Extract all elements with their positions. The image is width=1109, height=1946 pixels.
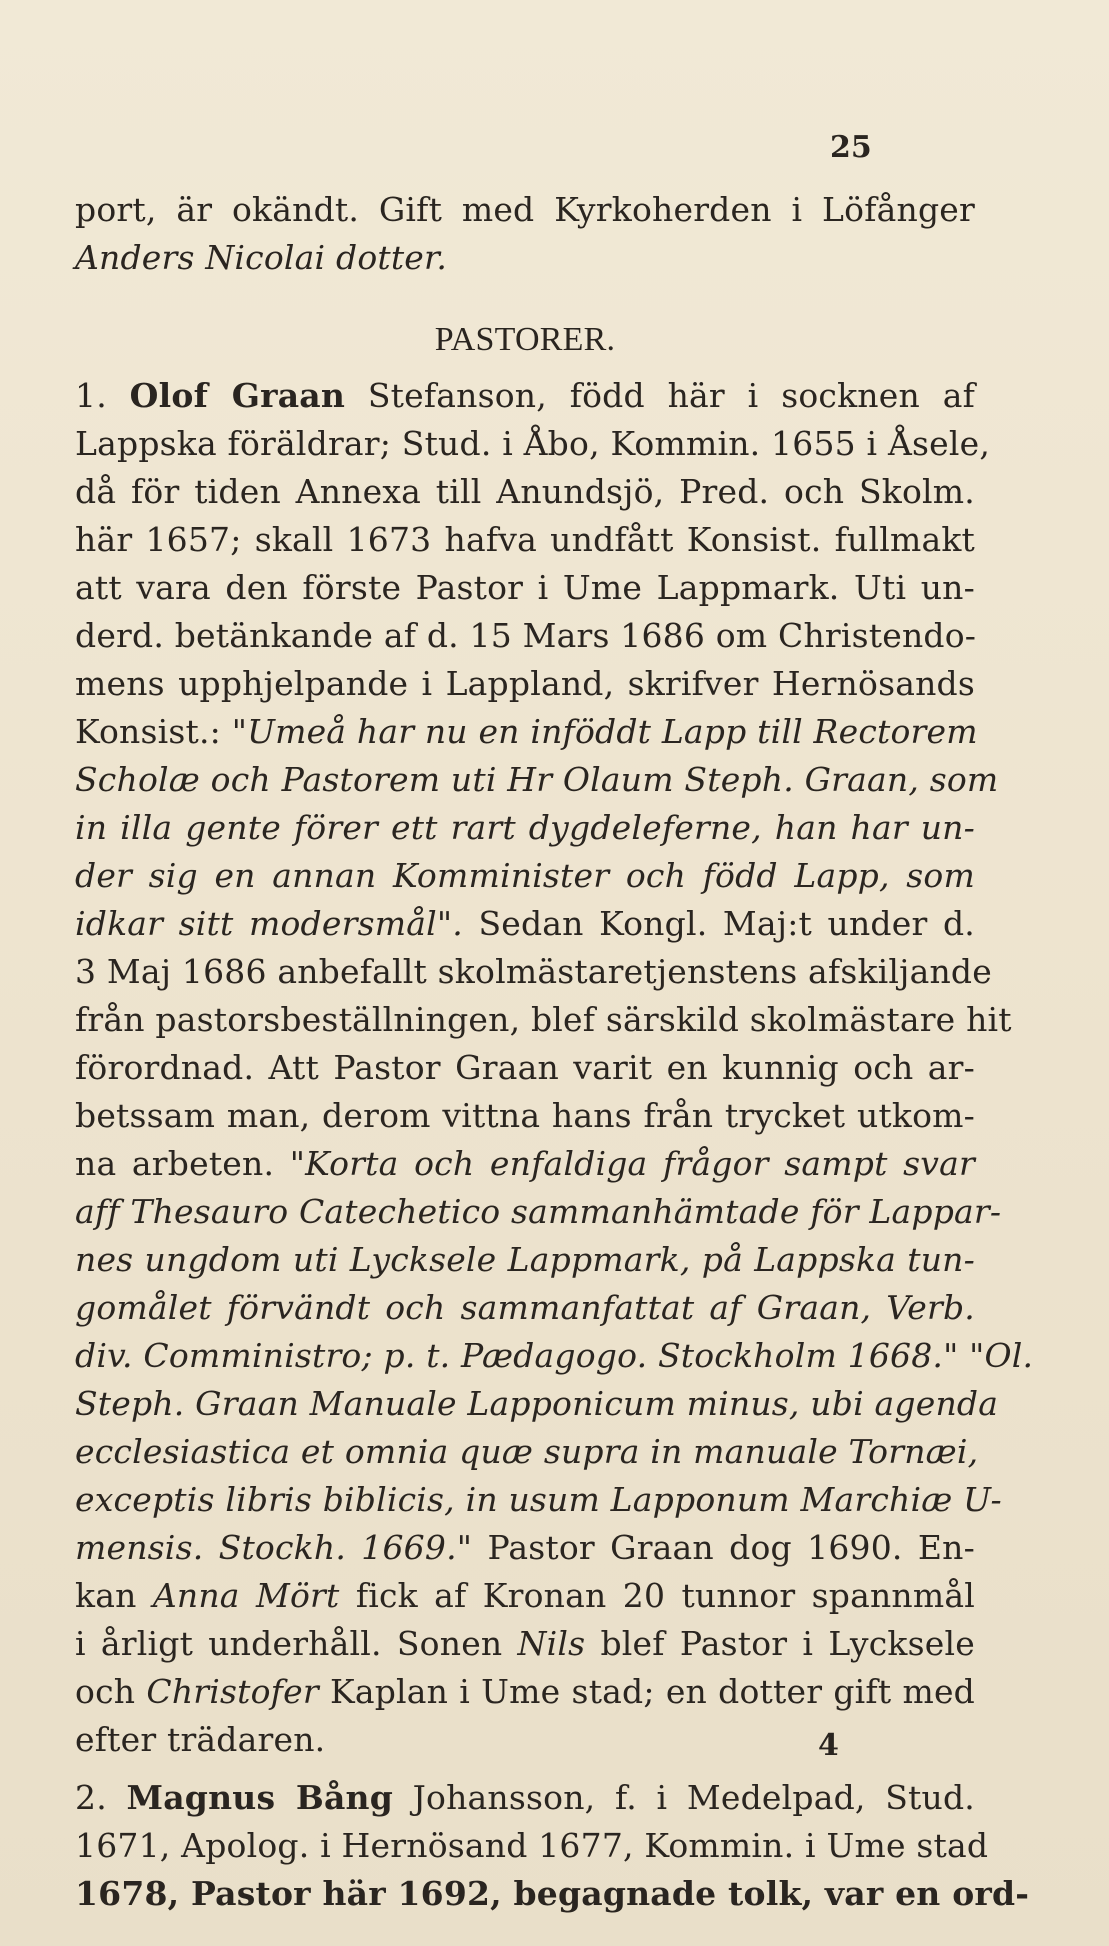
text-line: här 1657; skall 1673 hafva undfått Konsist. fullmakt — [75, 520, 975, 559]
person-name: Nils — [517, 1624, 586, 1663]
quote-line: in illa gente förer ett rart dygdeleferne, han har un- — [75, 808, 975, 847]
title-line: gomålet förvändt och sammanfattat af Graan, Verb. — [75, 1288, 975, 1327]
signature-mark: 4 — [818, 1728, 839, 1763]
text-line: 1671, Apolog. i Hernösand 1677, Kommin. i Ume stad — [75, 1826, 989, 1865]
text-segment: blef Pastor i Lycksele — [600, 1624, 975, 1663]
text-line: 3 Maj 1686 anbefallt skolmästaretjenstens afskiljande — [75, 952, 992, 991]
text-line: Lappska föräldrar; Stud. i Åbo, Kommin. 1655 i Åsele, — [75, 424, 991, 463]
text-segment: och — [75, 1672, 136, 1711]
text-segment: Johansson, f. i Medelpad, Stud. — [412, 1778, 975, 1817]
title-segment: mensis. Stockh. 1669." — [75, 1528, 473, 1567]
text-line: från pastorsbeställningen, blef särskild skolmästare hit — [75, 1000, 1012, 1039]
pastor2-number: 2. — [75, 1778, 107, 1817]
title-segment: "Korta och enfaldiga frågor sampt svar — [289, 1144, 975, 1183]
title-line: nes ungdom uti Lycksele Lappmark, på Lappska tun- — [75, 1240, 975, 1279]
text-segment: Kaplan i Ume stad; en dotter gift med — [329, 1672, 976, 1711]
quote-segment: "Umeå har nu en inföddt Lapp till Rectorem — [231, 712, 978, 751]
intro-line: Anders Nicolai dotter. — [75, 238, 448, 277]
text-line — [75, 1524, 975, 1572]
person-name: Christofer — [146, 1672, 319, 1711]
title-line: Steph. Graan Manuale Lapponicum minus, ubi agenda — [75, 1384, 999, 1423]
text-line — [75, 1140, 975, 1188]
person-name: Anna Mört — [152, 1576, 340, 1615]
text-segment: Pastor Graan dog 1690. En- — [487, 1528, 975, 1567]
text-segment: kan — [75, 1576, 137, 1615]
text-line: betssam man, derom vittna hans från trycket utkom- — [75, 1096, 975, 1135]
text-line: 1678, Pastor här 1692, begagnade tolk, var en ord- — [75, 1874, 1030, 1913]
text-line: efter trädaren. — [75, 1720, 326, 1759]
text-line — [75, 1668, 975, 1716]
page-number: 25 — [830, 130, 872, 165]
text-segment: na arbeten. — [75, 1144, 275, 1183]
pastor1-first-line — [75, 372, 975, 420]
quote-segment: idkar sitt modersmål". — [75, 904, 463, 943]
text-line — [75, 1572, 975, 1620]
pastor2-first-line — [75, 1774, 975, 1822]
text-line — [75, 708, 978, 756]
intro-line: port, är okändt. Gift med Kyrkoherden i Löfånger — [75, 190, 975, 229]
text-segment: Sedan Kongl. Maj:t under d. — [478, 904, 975, 943]
text-segment: i årligt underhåll. Sonen — [75, 1624, 503, 1663]
text-line: mens upphjelpande i Lappland, skrifver Hernösands — [75, 664, 975, 703]
text-line: att vara den förste Pastor i Ume Lappmark. Uti un- — [75, 568, 975, 607]
body-text — [75, 186, 1034, 1918]
quote-line: Scholæ och Pastorem uti Hr Olaum Steph. Graan, som — [75, 760, 999, 799]
text-line: derd. betänkande af d. 15 Mars 1686 om Christendo- — [75, 616, 977, 655]
title-line: aff Thesauro Catechetico sammanhämtade för Lappar- — [75, 1192, 1002, 1231]
text-segment: Konsist.: — [75, 712, 221, 751]
quote-line: der sig en annan Komminister och född Lapp, som — [75, 856, 975, 895]
pastor1-name: Olof Graan — [129, 376, 346, 415]
pastor1-number: 1. — [75, 376, 107, 415]
pastor2-name: Magnus Bång — [126, 1778, 393, 1817]
text-segment: fick af Kronan 20 tunnor spannmål — [355, 1576, 976, 1615]
text-line: då för tiden Annexa till Anundsjö, Pred. och Skolm. — [75, 472, 975, 511]
text-line: förordnad. Att Pastor Graan varit en kunnig och ar- — [75, 1048, 975, 1087]
title-line: exceptis libris biblicis, in usum Lapponum Marchiæ U- — [75, 1480, 1002, 1519]
title-line: div. Comministro; p. t. Pædagogo. Stockholm 1668." "Ol. — [75, 1336, 1034, 1375]
title-line: ecclesiastica et omnia quæ supra in manuale Tornæi, — [75, 1432, 979, 1471]
section-heading: PASTORER. — [434, 321, 616, 358]
text-segment: Stefanson, född här i socknen af — [367, 376, 975, 415]
text-line — [75, 900, 975, 948]
text-line — [75, 1620, 975, 1668]
